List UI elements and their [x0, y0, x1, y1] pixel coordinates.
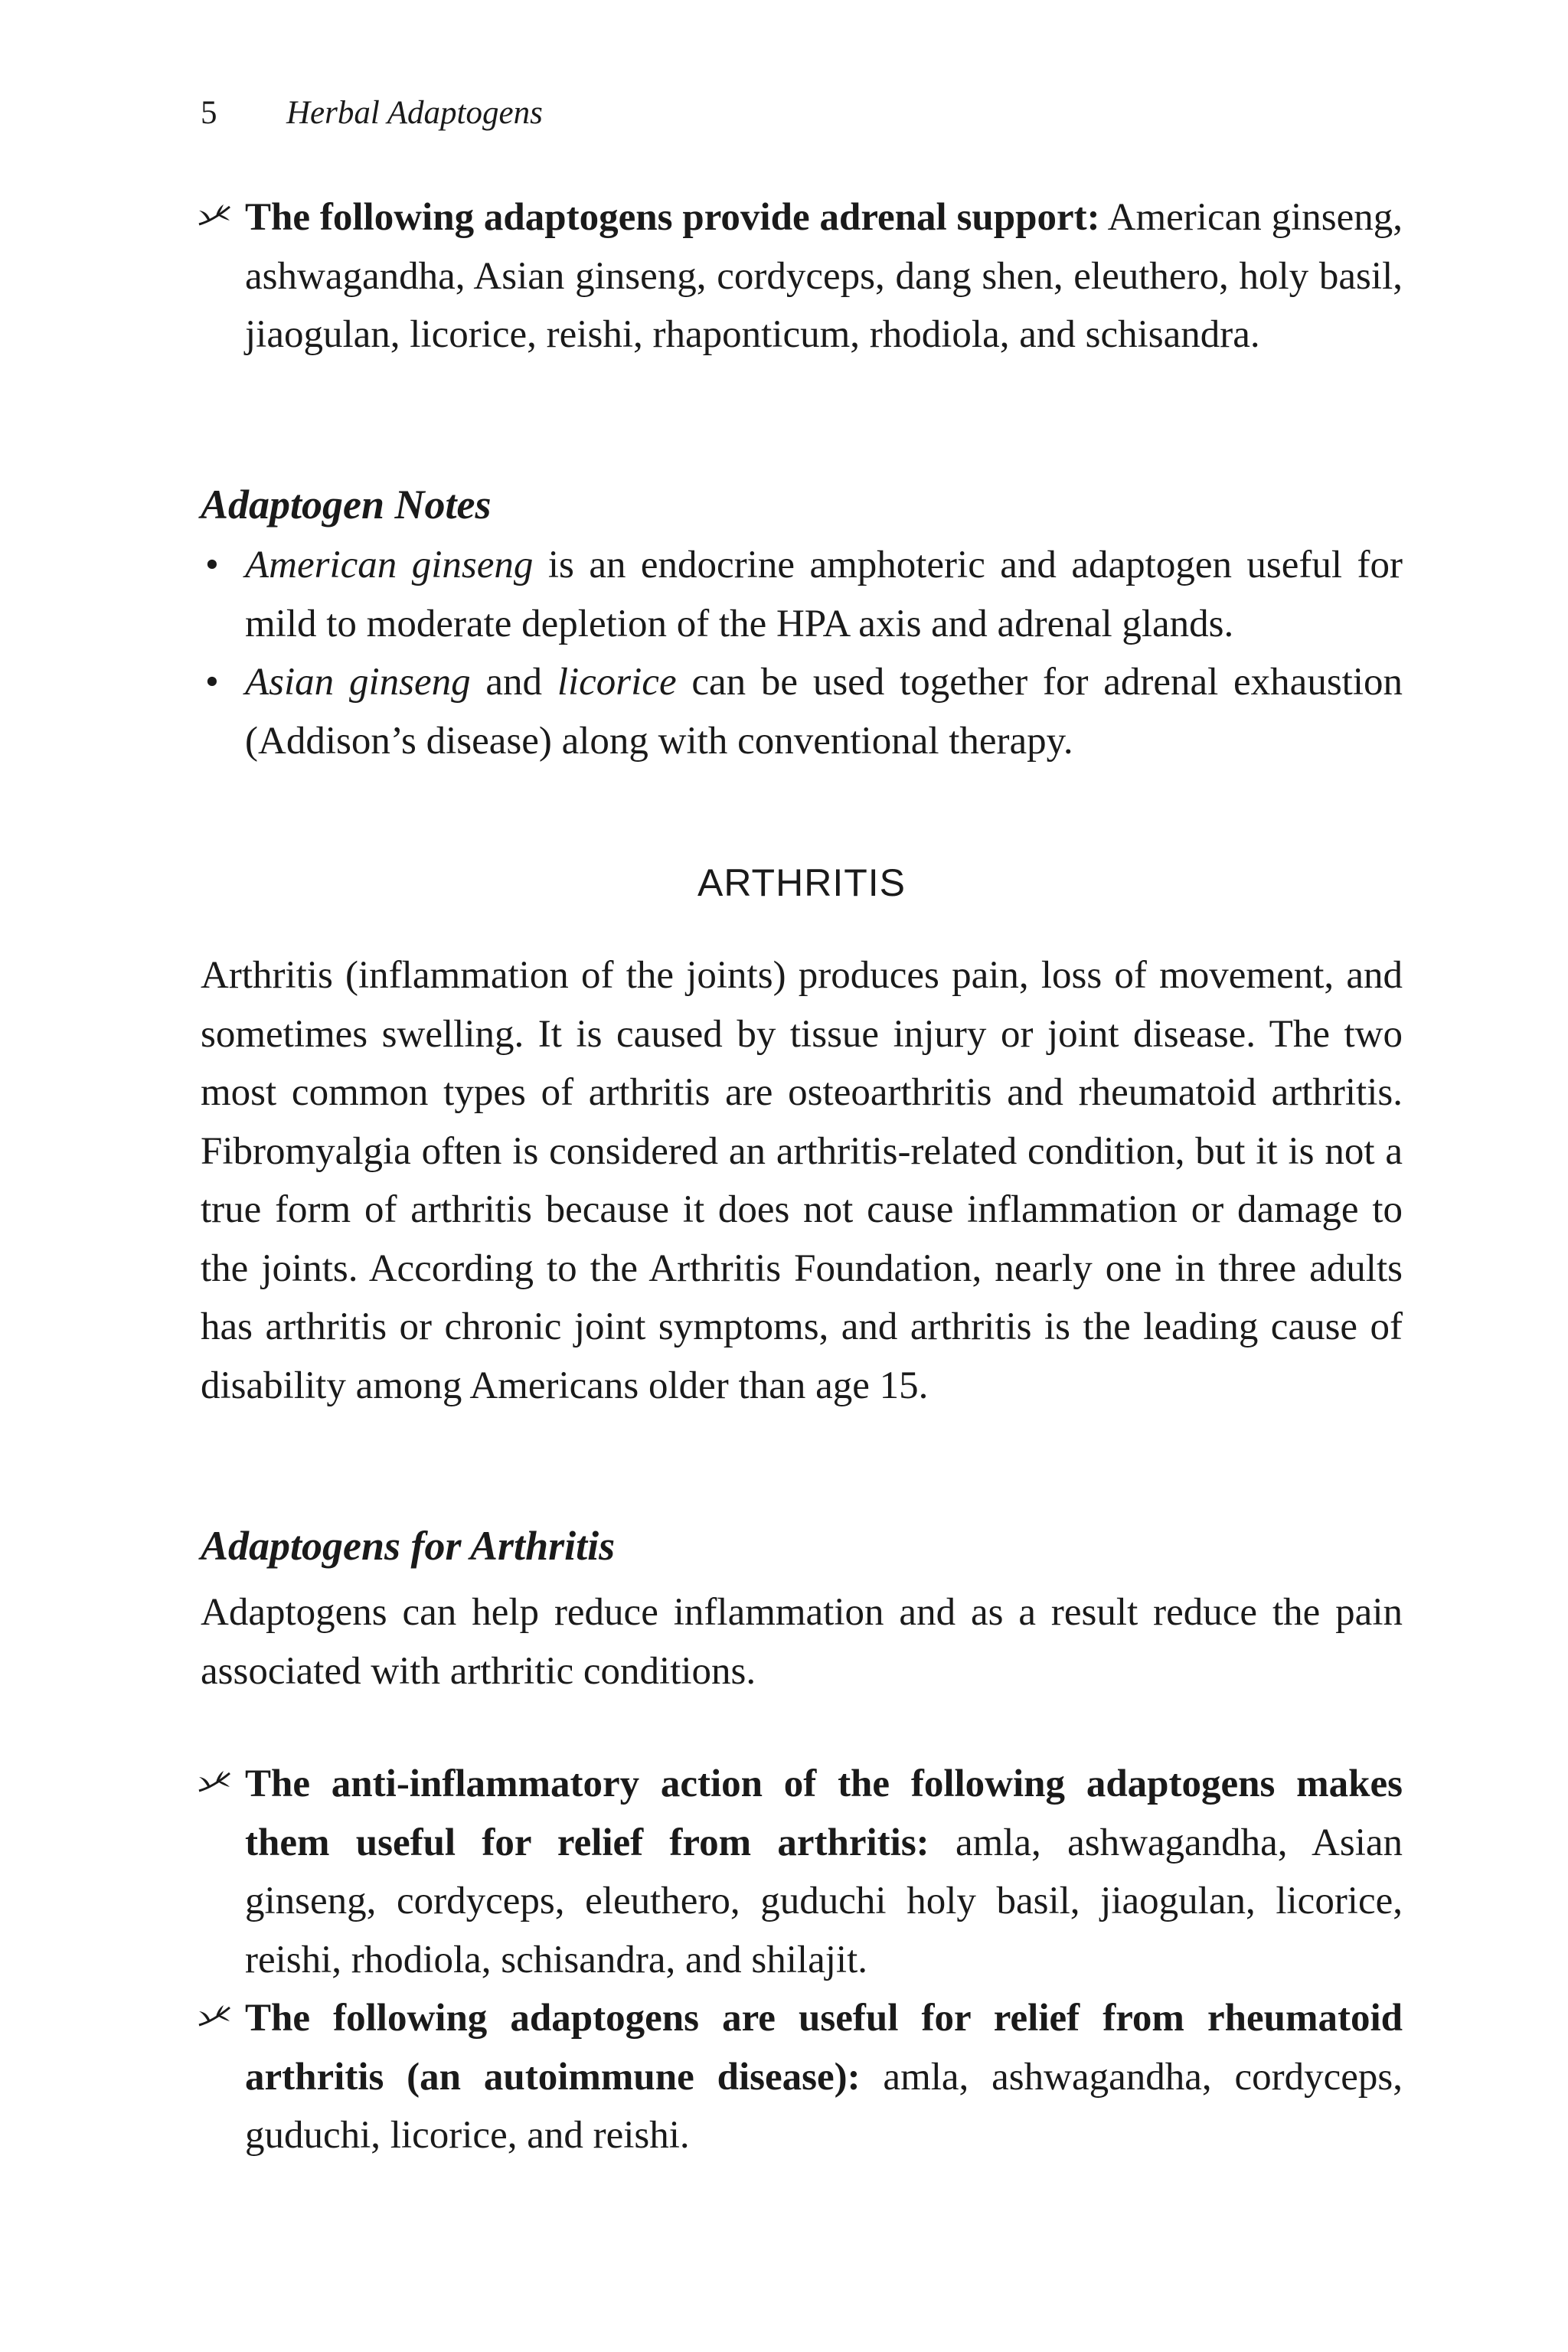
adaptogen-notes-list [201, 536, 1403, 770]
note-herb: American ginseng [245, 544, 534, 586]
leaf-sprig-icon [198, 1755, 237, 1793]
section-title: ARTHRITIS [697, 861, 906, 904]
note-item [201, 653, 1403, 770]
list-item [201, 1989, 1403, 2165]
book-title: Herbal Adaptogens [286, 95, 543, 131]
note-text: and [470, 661, 557, 704]
adaptogens-for-arthritis-heading: Adaptogens for Arthritis [201, 1523, 616, 1569]
arthritis-paragraph: Arthritis (inflammation of the joints) produces pain, loss of movement, and sometimes swelling. It is caused by tissue injury or joint disease. The two most common types of arthritis are osteoarthritis and rheumatoid arthritis. Fibromyalgia often is considered an arthritis-related condition, but it is not a true form of arthritis because it does not cause inflammation or damage to the joints. According to the Arthritis Foundation, nearly one in three adults has arthritis or chronic joint symptoms, and arthritis is the leading cause of disability among Americans older than age 15. [201, 954, 1403, 1407]
note-text: is an endocrine amphoteric and adaptogen useful for mild to moderate depletion of the HPA axis and adrenal glands. [245, 544, 1403, 645]
bullet-marker: • [205, 544, 219, 586]
adaptogen-notes-heading: Adaptogen Notes [201, 482, 492, 528]
item-lead: The anti-inflammatory action of the following adaptogens makes them useful for relief from arthritis: [245, 1762, 1403, 1864]
adrenal-list: American ginseng, ashwagandha, Asian ginseng, cordyceps, dang shen, eleuthero, holy basil, jiaogulan, licorice, reishi, rhaponticum, rhodiola, and schisandra. [245, 196, 1403, 356]
item-text: amla, ashwagandha, cordyceps, guduchi, licorice, and reishi. [245, 2055, 1403, 2157]
note-herb: Asian ginseng [245, 661, 471, 704]
running-header [201, 90, 543, 136]
bullet-marker: • [205, 661, 219, 704]
arthritis-intro-paragraph: Adaptogens can help reduce inflammation and as a result reduce the pain associated with arthritic conditions. [201, 1591, 1403, 1693]
list-item [201, 1755, 1403, 1989]
note-text: can be used together for adrenal exhaustion (Addison’s disease) along with conventional therapy. [245, 661, 1403, 763]
item-text: amla, ashwagandha, Asian ginseng, cordyceps, eleuthero, guduchi holy basil, jiaogulan, licorice, reishi, rhodiola, schisandra, and shilajit. [245, 1821, 1403, 1981]
note-item [201, 536, 1403, 653]
leaf-sprig-icon [198, 188, 237, 227]
adrenal-lead: The following adaptogens provide adrenal support: [245, 196, 1100, 239]
page-number: 5 [201, 95, 217, 131]
item-lead: The following adaptogens are useful for relief from rheumatoid arthritis (an autoimmune disease): [245, 1997, 1403, 2099]
adrenal-support-item [201, 188, 1403, 364]
arthritis-adaptogen-list [201, 1755, 1403, 2165]
leaf-sprig-icon [198, 1989, 237, 2027]
note-herb: licorice [557, 661, 677, 704]
